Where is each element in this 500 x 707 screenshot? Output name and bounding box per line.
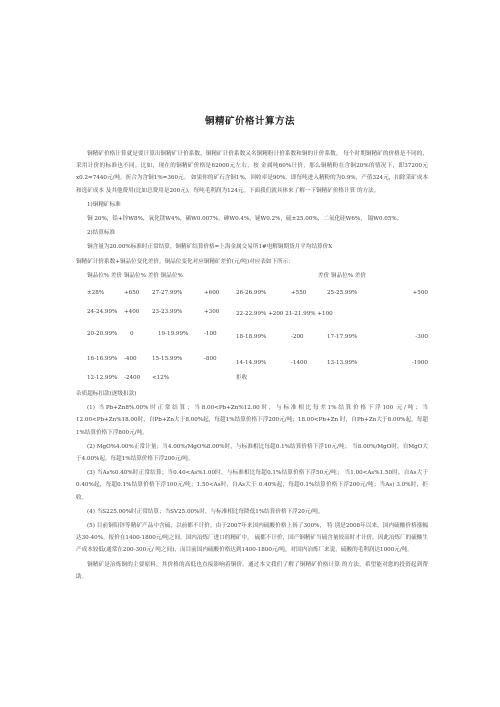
impurity-heading: 杂质超标扣款(逐级扣款) [76,391,137,398]
table-cell: -800 [204,355,217,362]
table-cell: ±28% [87,289,105,296]
table-cell: +600 [204,289,220,296]
section1-heading: 1)铜精矿标准 [87,201,121,208]
section1-text: 铜 20%，铅+锌W8%，氧化镁W4%，硒W0.007%，砷W0.4%，铋W0.2%，硫±25.00%，二氧化硅W6%， 镉W0.05%。 [87,216,403,223]
table-cell: 26-26.99% [236,289,267,296]
table-cell: 22-22.99% +200 21-21.99% +100 [236,310,333,317]
table-cell [204,372,236,385]
table-cell: 13-13.99% [327,359,358,366]
table-row [76,346,428,372]
impurity-item-5: (5) 目前铜铅锌等精矿产品中含硫，以前都不计价。由于2007年来国内硫酸价格上扬了300%， 特 别是2008年以来，国内硫酸价格涨幅达30-40%。报价在1400-1800元/吨之间。国内冶炼厂进口的精矿中， 硫都不计价，国产铜精矿当硫含量较高时才计价，因此冶炼厂的硫酸生产成本较低(通常在200-300元/ 吨之间)，而目前国内硫酸价格达到1400-1800元/吨，对国内冶炼厂来说，硫酸的毛利润达1000元/吨。 [76,523,428,554]
impurity-item-3: (3) 当As%0.40%时正常结算；当0.40<As%1.00时，与标准相比每超0.1%结算价格下浮50元/吨； 当1.00<As%1.50时，自As大于0.40%起，每超0.1%结算价格下浮100元/吨；1.50<As时，自As大于 0.40%起，每超0.1%结算价格下浮200元/吨；当As) 3.0%时，拒收。 [76,470,428,501]
impurity-item-1: (1) 当Pb+Zn8%.00%时正常结算；当8.00<Pb+Zn%12.00时，与标准相比每差1%结算价格下浮100 元/吨；当12.00<Pb+Zn%18.00时，自Pb+Zn大于8.00%起，每超1%结算价格下浮200元/吨；18.00<Pb+Zn 时，自Pb+Zn大于8.00%起，每超1%结算价格下浮800元/吨。 [76,405,428,436]
table-cell [327,372,382,385]
impurity-item-2: (2) MgO%4.00%正常计量；当4.00%/MgO%8.00%时，与标准相比每超0.1%结算价格下浮10元/吨； 当8.00%/MgO时，自MgO大于4.00%起，每超1%结算价格下浮200元/吨。 [76,443,428,463]
grade-header-left: 铜品位% 差价 铜品位% 差价 铜品位% [87,272,183,279]
table-cell: <12% [152,375,170,382]
section2-text-2: 铜精矿计价系数+铜品位变化差价。铜品位变化对应铜精矿差价(元/吨)对应表如下所示： [76,258,294,265]
table-cell: -100 [204,330,217,337]
table-cell: 24-24.99% [87,308,118,315]
table-cell [382,372,428,385]
conclusion-paragraph: 铜精矿是冶炼铜的主要原料，其价格的高低也直接影响着铜价。通过本文我们了解了铜精矿价格计算 的方法，希望能对您的投资起到帮助。 [76,561,428,580]
table-cell: -200 [291,333,304,340]
table-cell: -2400 [124,375,141,382]
table-cell [291,372,327,385]
table-row [76,284,428,302]
table-cell: -300 [415,333,428,340]
table-cell: 拒收 [236,375,248,382]
table-cell: +500 [412,289,428,296]
table-cell: +400 [124,308,140,315]
table-cell: 27-27.99% [152,289,183,296]
table-cell: 16-16.99% [87,355,118,362]
table-cell: 12-12.99% [87,375,118,382]
table-cell: -1900 [411,359,428,366]
table-cell: 20-20.99% [87,330,118,337]
grade-table-header [76,270,428,282]
table-cell: 23-23.99% [152,308,183,315]
table-cell: -400 [124,355,137,362]
intro-paragraph: 铜精矿价格计算就是要计算出铜精矿计价系数，铜精矿计价系数又名铜精粉计价系数和铜的计价系数。 每个时期铜精矿的价格是不同的，采用计价的标准也不同。比如，现在的铜精矿价格是62000元左右，按 金属吨60%计价，那么铜精粉在含铜20%的情况下，即37200元x0.2=7440元/吨。折合为含铜1%=360元。 如果你的矿石含铜1%，回收率是90%，即每吨进入精粉的为0.9%，产值324元，扣除采矿成本和选矿成本 及其他费用(比如总费用是200元)，每吨毛利润为124元。下面我们就具体来了解一下铜精矿价格计算 的方法。 [76,151,428,194]
table-cell: 17-17.99% [327,333,358,340]
table-cell: 0 [130,330,134,337]
table-cell: +650 [124,289,140,296]
table-cell: -1400 [291,359,308,366]
table-cell: 14-14.99% [236,359,267,366]
table-cell: 15-15.99% [152,355,183,362]
table-cell: 19-19.99% [158,330,189,337]
table-cell: +550 [291,289,307,296]
document-body [76,148,428,585]
document-title: 铜精矿价格计算方法 [204,116,295,127]
table-row [76,372,428,385]
section2-heading: 2)结算标准 [87,230,116,237]
grade-header-right: 差价 铜品位% 差价 [317,272,366,279]
table-cell: +300 [204,308,220,315]
impurity-item-4: (4) 当S225.00%时正常结算；当SV25.00%时，与标准相比每降低1%结算价格下浮20元/吨。 [87,508,324,515]
table-cell: 25-25.99% [327,289,358,296]
table-row [76,322,428,346]
table-cell: 18-18.99% [236,333,267,340]
table-row [76,302,428,322]
grade-price-table [76,284,428,385]
section2-text-1: 铜含量为20.00%标准时正常结算，铜精矿结算价格=上海金属交易所1#电解铜期货月平均结算价X [87,244,333,251]
